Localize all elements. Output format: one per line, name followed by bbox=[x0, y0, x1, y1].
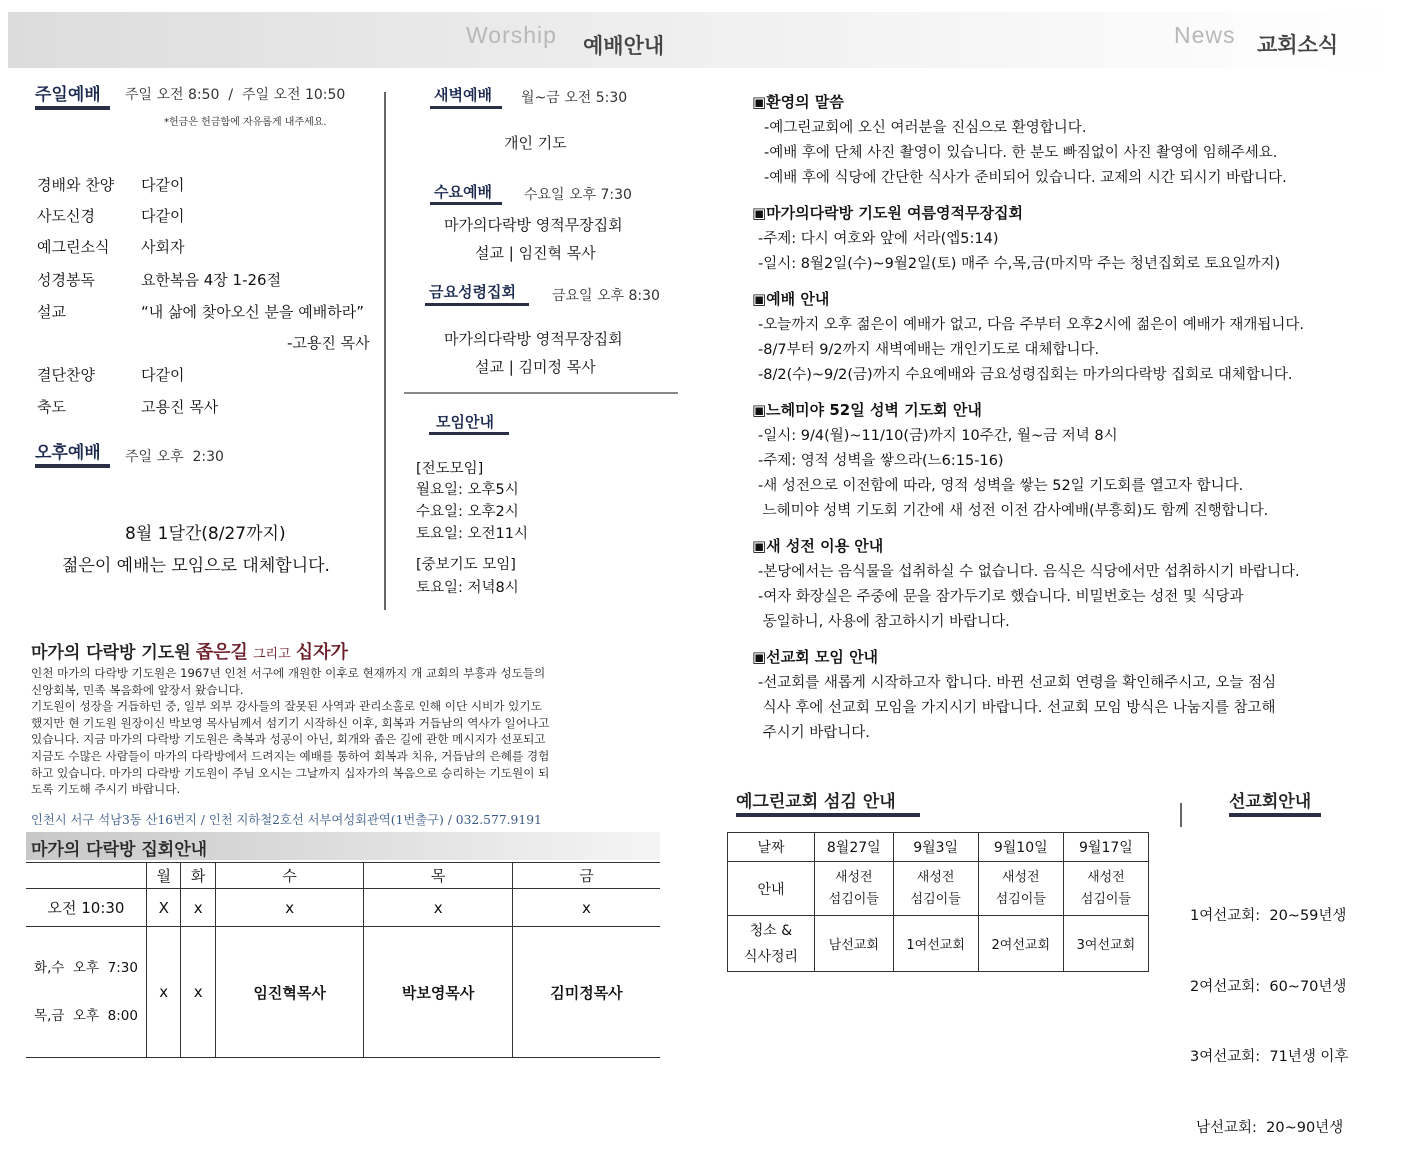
schedule-cell: x bbox=[364, 889, 513, 927]
narrow-path: 좁은길 bbox=[195, 642, 248, 663]
order-key: 사도신경 bbox=[37, 207, 95, 225]
section-divider bbox=[404, 392, 678, 394]
schedule-cell: x bbox=[147, 927, 181, 1058]
dawn-desc: 개인 기도 bbox=[504, 134, 567, 152]
time-label-line: 목,금 오후 8:00 bbox=[34, 1008, 138, 1024]
prayer-house-title bbox=[31, 638, 348, 664]
time-label-line: 화,수 오후 7:30 bbox=[34, 960, 138, 976]
time-label bbox=[26, 927, 147, 1058]
duty-guide-cell bbox=[815, 862, 894, 916]
duty-clean-label bbox=[728, 916, 815, 972]
order-value: 다같이 bbox=[141, 207, 185, 225]
schedule-cell: x bbox=[181, 889, 215, 927]
schedule-title: 마가의 다락방 집회안내 bbox=[31, 840, 208, 860]
duty-cell-line: 새성전 bbox=[834, 869, 873, 885]
news-heading: ▣환영의 말씀 bbox=[752, 93, 844, 111]
worship-ko-title: 예배안내 bbox=[583, 34, 665, 58]
duty-clean-cell: 1여선교회 bbox=[893, 916, 978, 972]
time-label: 오전 10:30 bbox=[26, 889, 147, 927]
prayer-house-paragraph bbox=[31, 665, 549, 798]
wednesday-title: 수요예배 bbox=[434, 183, 492, 201]
afternoon-notice-1: 8월 1달간(8/27까지) bbox=[125, 524, 286, 544]
sermon-title: “내 삶에 찾아오신 분을 예배하라” bbox=[141, 303, 364, 321]
duty-cell-line: 섬김이들 bbox=[995, 891, 1046, 907]
friday-underline bbox=[425, 303, 529, 306]
afternoon-underline bbox=[35, 464, 110, 468]
duty-cell-line: 섬김이들 bbox=[910, 891, 961, 907]
day-header: 금 bbox=[512, 863, 660, 889]
order-key: 예그린소식 bbox=[37, 238, 110, 256]
news-ko-title: 교회소식 bbox=[1257, 33, 1339, 57]
mission-line: 3여선교회: 71년생 이후 bbox=[1190, 1049, 1349, 1065]
day-header: 수 bbox=[215, 863, 364, 889]
order-value: 사회자 bbox=[141, 238, 185, 256]
duty-cell-line: 새성전 bbox=[1087, 869, 1125, 885]
news-heading: ▣예배 안내 bbox=[752, 290, 830, 308]
duty-guide-cell bbox=[893, 862, 978, 916]
duty-cell-line: 섬김이들 bbox=[828, 891, 879, 907]
news-heading: ▣마가의다락방 기도원 여름영적무장집회 bbox=[752, 204, 1023, 222]
paragraph-line: 도록 기도해 주시기 바랍니다. bbox=[31, 782, 181, 797]
table-row bbox=[728, 862, 1149, 916]
wednesday-desc-1: 마가의다락방 영적무장집회 bbox=[444, 216, 623, 234]
duty-cell-line: 새성전 bbox=[1001, 869, 1040, 885]
meeting-line: 수요일: 오후2시 bbox=[416, 504, 519, 520]
news-list bbox=[752, 91, 1382, 757]
sunday-time: 주일 오전 8:50 / 주일 오전 10:50 bbox=[125, 87, 346, 103]
news-line: 식사 후에 선교회 모임을 가지시기 바랍니다. 선교회 모임 방식은 나눔지를 참고해 bbox=[758, 700, 1276, 716]
order-value: 다같이 bbox=[141, 176, 185, 194]
meeting-line: [전도모임] bbox=[416, 461, 484, 477]
schedule-cell: x bbox=[512, 889, 660, 927]
cross-word: 십자가 bbox=[295, 642, 348, 663]
wednesday-time: 수요일 오후 7:30 bbox=[524, 187, 632, 203]
duty-clean-cell: 남선교회 bbox=[815, 916, 894, 972]
order-value: 요한복음 4장 1-26절 bbox=[141, 271, 282, 289]
duty-guide-cell bbox=[978, 862, 1063, 916]
duty-date: 8월27일 bbox=[815, 833, 894, 862]
duty-guide-label: 안내 bbox=[728, 862, 815, 916]
column-divider bbox=[384, 92, 386, 610]
schedule-cell: 임진혁목사 bbox=[215, 927, 364, 1058]
mission-line: 1여선교회: 20~59년생 bbox=[1190, 908, 1347, 924]
news-heading: ▣느헤미야 52일 성벽 기도회 안내 bbox=[752, 401, 982, 419]
meeting-line: 토요일: 저녁8시 bbox=[416, 580, 519, 596]
duty-clean-label-line: 식사정리 bbox=[743, 948, 799, 965]
news-line: 주시기 바랍니다. bbox=[758, 725, 870, 741]
news-line: -일시: 8월2일(수)~9월2일(토) 매주 수,목,금(마지막 주는 청년집회로 토요일까지) bbox=[758, 256, 1281, 272]
day-header: 목 bbox=[364, 863, 513, 889]
paragraph-line: 지금도 수많은 사람들이 마가의 다락방에서 드려지는 예배를 통하여 회복과 치유, 거듭남의 은혜를 경험 bbox=[31, 748, 550, 763]
friday-time: 금요일 오후 8:30 bbox=[552, 288, 660, 304]
mission-list bbox=[1190, 858, 1348, 1164]
news-item bbox=[752, 91, 1382, 191]
dawn-underline bbox=[430, 106, 502, 109]
news-item bbox=[752, 646, 1382, 746]
afternoon-time: 주일 오후 2:30 bbox=[125, 449, 224, 465]
order-key: 결단찬양 bbox=[37, 366, 95, 384]
mission-line: 남선교회: 20~90년생 bbox=[1196, 1119, 1344, 1136]
duty-date: 9월3일 bbox=[893, 833, 978, 862]
news-line: -본당에서는 음식물을 섭취하실 수 없습니다. 음식은 식당에서만 섭취하시기 바랍니다. bbox=[758, 564, 1300, 580]
paragraph-line: 있습니다. 지금 마가의 다락방 기도원은 축복과 성공이 아닌, 회개와 좁은 길에 관한 메시지가 선포되고 bbox=[31, 732, 546, 747]
duty-guide-cell bbox=[1063, 862, 1148, 916]
news-item bbox=[752, 399, 1382, 524]
paragraph-line: 하고 있습니다. 마가의 다락방 기도원이 주님 오시는 그날까지 십자가의 복음으로 승리하는 기도원이 되 bbox=[31, 765, 550, 780]
duty-clean-label-line: 청소 & bbox=[749, 922, 793, 939]
afternoon-notice-2: 젊은이 예배는 모임으로 대체합니다. bbox=[62, 556, 330, 576]
meeting-line: 월요일: 오후5시 bbox=[416, 482, 519, 498]
schedule-table bbox=[26, 862, 660, 1058]
duty-date: 9월10일 bbox=[978, 833, 1063, 862]
news-line: -예배 후에 식당에 간단한 식사가 준비되어 있습니다. 교제의 시간 되시기 바랍니다. bbox=[764, 170, 1287, 186]
table-row bbox=[728, 916, 1149, 972]
meeting-line: [중보기도 모임] bbox=[416, 557, 516, 573]
news-item bbox=[752, 288, 1382, 388]
day-header: 화 bbox=[181, 863, 215, 889]
prayer-house-address: 인천시 서구 석남3동 산16번지 / 인천 지하철2호선 서부여성회관역(1번출구) / 032.577.9191 bbox=[31, 813, 542, 827]
paragraph-line: 신앙회복, 민족 복음화에 앞장서 왔습니다. bbox=[31, 682, 244, 697]
news-item bbox=[752, 202, 1382, 277]
news-line: -예배 후에 단체 사진 촬영이 있습니다. 한 분도 빠짐없이 사진 촬영에 임해주세요. bbox=[764, 145, 1278, 161]
news-line: -오늘까지 오후 젊은이 예배가 없고, 다음 주부터 오후2시에 젊은이 예배가 재개됩니다. bbox=[758, 317, 1305, 333]
afternoon-title: 오후예배 bbox=[35, 443, 101, 463]
duty-table bbox=[727, 832, 1149, 972]
duty-cell-line: 섬김이들 bbox=[1080, 891, 1132, 907]
duty-cell-line: 새성전 bbox=[916, 869, 955, 885]
duty-date: 9월17일 bbox=[1063, 833, 1148, 862]
dawn-time: 월~금 오전 5:30 bbox=[521, 90, 628, 106]
news-line: -예그린교회에 오신 여러분을 진심으로 환영합니다. bbox=[764, 120, 1087, 136]
order-value: 고용진 목사 bbox=[141, 398, 219, 416]
day-header: 월 bbox=[147, 863, 181, 889]
preacher: -고용진 목사 bbox=[287, 334, 370, 352]
news-heading: ▣선교회 모임 안내 bbox=[752, 648, 879, 666]
order-value: 다같이 bbox=[141, 366, 185, 384]
schedule-corner bbox=[26, 863, 147, 889]
table-row bbox=[26, 889, 660, 927]
schedule-cell: x bbox=[215, 889, 364, 927]
news-en-title: News bbox=[1174, 22, 1236, 48]
mission-title: 선교회안내 bbox=[1229, 792, 1312, 812]
friday-desc-2: 설교 | 김미정 목사 bbox=[475, 358, 596, 376]
table-row bbox=[26, 927, 660, 1058]
duty-underline bbox=[736, 813, 920, 817]
duty-clean-cell: 3여선교회 bbox=[1063, 916, 1148, 972]
worship-en-title: Worship bbox=[466, 22, 557, 48]
meeting-line: 토요일: 오전11시 bbox=[416, 526, 528, 542]
meeting-title: 모임안내 bbox=[436, 413, 494, 431]
duty-title: 예그린교회 섬김 안내 bbox=[736, 792, 896, 812]
duty-clean-cell: 2여선교회 bbox=[978, 916, 1063, 972]
order-key: 설교 bbox=[37, 303, 66, 321]
order-key: 성경봉독 bbox=[37, 271, 95, 289]
news-line: -8/2(수)~9/2(금)까지 수요예배와 금요성령집회는 마가의다락방 집회로 대체합니다. bbox=[758, 367, 1293, 383]
news-line: -주제: 다시 여호와 앞에 서라(엡5:14) bbox=[758, 231, 999, 247]
mission-line: 2여선교회: 60~70년생 bbox=[1190, 978, 1347, 995]
mission-underline bbox=[1229, 813, 1321, 817]
news-line: -일시: 9/4(월)~11/10(금)까지 10주간, 월~금 저녁 8시 bbox=[758, 428, 1118, 444]
schedule-cell: x bbox=[181, 927, 215, 1058]
news-line: -새 성전으로 이전함에 따라, 영적 성벽을 쌓는 52일 기도회를 열고자 합니다. bbox=[758, 478, 1244, 494]
sunday-underline bbox=[35, 106, 110, 110]
duty-header-row bbox=[728, 833, 1149, 862]
friday-title: 금요성령집회 bbox=[429, 283, 516, 301]
offering-note: *헌금은 헌금함에 자유롭게 내주세요. bbox=[164, 117, 327, 128]
wednesday-desc-2: 설교 | 임진혁 목사 bbox=[475, 244, 596, 262]
paragraph-line: 기도원이 성장을 거듭하던 중, 일부 외부 강사들의 잘못된 사역과 관리소홀로 인해 이단 시비가 있기도 bbox=[31, 699, 542, 714]
paragraph-line: 인천 마가의 다락방 기도원은 1967년 인천 서구에 개원한 이후로 현재까지 개 교회의 부흥과 성도들의 bbox=[31, 666, 546, 680]
paragraph-line: 했지만 현 기도원 원장이신 박보영 목사님께서 섬기기 시작하신 이후, 회복과 거듭남의 역사가 일어나고 bbox=[31, 715, 550, 730]
sunday-title: 주일예배 bbox=[35, 85, 101, 105]
wednesday-underline bbox=[430, 202, 502, 205]
dawn-title: 새벽예배 bbox=[434, 86, 492, 104]
news-line: -여자 화장실은 주중에 문을 잠가두기로 했습니다. 비밀번호는 성전 및 식당과 bbox=[758, 589, 1244, 605]
meeting-underline bbox=[429, 432, 509, 435]
prayer-house-name: 마가의 다락방 기도원 bbox=[31, 643, 191, 663]
news-item bbox=[752, 535, 1382, 635]
schedule-cell: 박보영목사 bbox=[364, 927, 513, 1058]
news-line: 느헤미야 성벽 기도회 기간에 새 성전 이전 감사예배(부흥회)도 함께 진행합니다. bbox=[758, 503, 1269, 519]
and-word: 그리고 bbox=[253, 647, 291, 662]
news-line: -선교회를 새롭게 시작하고자 합니다. 바뀐 선교회 연령을 확인해주시고, 오늘 점심 bbox=[758, 675, 1277, 691]
duty-head-label: 날짜 bbox=[728, 833, 815, 862]
friday-desc-1: 마가의다락방 영적무장집회 bbox=[444, 330, 623, 348]
news-line: -8/7부터 9/2까지 새벽예배는 개인기도로 대체합니다. bbox=[758, 342, 1100, 358]
order-key: 경배와 찬양 bbox=[37, 176, 115, 194]
schedule-cell: 김미정목사 bbox=[512, 927, 660, 1058]
news-line: -주제: 영적 성벽을 쌓으라(느6:15-16) bbox=[758, 453, 1004, 469]
news-heading: ▣새 성전 이용 안내 bbox=[752, 537, 884, 555]
mission-divider bbox=[1180, 803, 1182, 827]
order-key: 축도 bbox=[37, 398, 66, 416]
news-line: 동일하니, 사용에 참고하시기 바랍니다. bbox=[758, 614, 1010, 630]
schedule-header-row bbox=[26, 863, 660, 889]
schedule-cell: X bbox=[147, 889, 181, 927]
